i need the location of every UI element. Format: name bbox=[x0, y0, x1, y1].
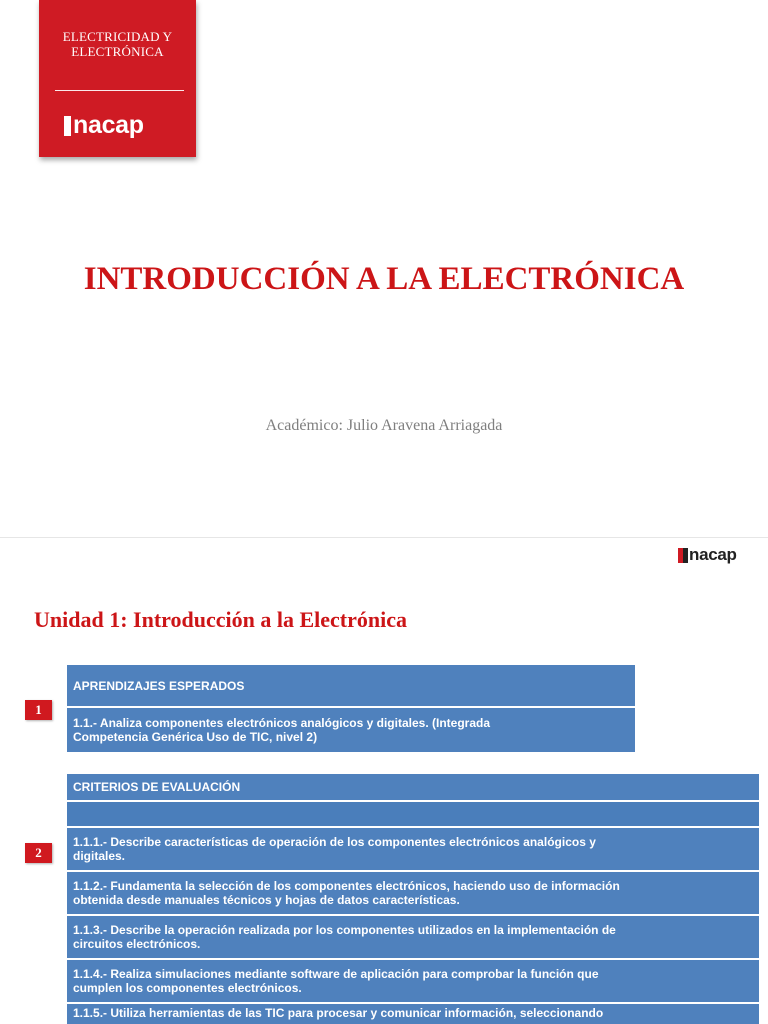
criterio-row bbox=[67, 916, 759, 958]
aprendizaje-row bbox=[67, 708, 635, 752]
inacap-logo-text: nacap bbox=[73, 111, 144, 139]
criterio-text-line-1: 1.1.2.- Fundamenta la selección de los componentes electrónicos, haciendo uso de información bbox=[73, 879, 620, 893]
criterio-row bbox=[67, 872, 759, 914]
criterios-header-text: CRITERIOS DE EVALUACIÓN bbox=[73, 780, 241, 794]
criterio-text-line-2: circuitos electrónicos. bbox=[73, 937, 201, 951]
aprendizaje-text-line-1: 1.1.- Analiza componentes electrónicos analógicos y digitales. (Integrada bbox=[73, 716, 490, 730]
criterios-header bbox=[67, 774, 759, 800]
criterio-text-line-1: 1.1.4.- Realiza simulaciones mediante software de aplicación para comprobar la función que bbox=[73, 967, 599, 981]
criterio-text-line-1: 1.1.5.- Utiliza herramientas de las TIC para procesar y comunicar información, seleccionando bbox=[73, 1006, 604, 1020]
inacap-logo-white bbox=[64, 111, 144, 139]
number-badge-2: 2 bbox=[25, 843, 52, 863]
number-badge-1: 1 bbox=[25, 700, 52, 720]
criterio-text-line-1: 1.1.1.- Describe características de operación de los componentes electrónicos analógicos y bbox=[73, 835, 596, 849]
inacap-logo-text: nacap bbox=[689, 545, 737, 564]
inacap-logo-mark-icon bbox=[678, 548, 688, 563]
inacap-logo-mark-icon bbox=[64, 116, 71, 136]
aprendizaje-text-line-2: Competencia Genérica Uso de TIC, nivel 2) bbox=[73, 730, 318, 744]
department-label bbox=[39, 29, 196, 59]
tab-divider bbox=[55, 90, 184, 91]
inacap-logo-dark bbox=[678, 545, 737, 565]
criterio-text-line-2: cumplen los componentes electrónicos. bbox=[73, 981, 302, 995]
department-line-1: ELECTRICIDAD Y bbox=[62, 29, 173, 44]
criterio-row bbox=[67, 960, 759, 1002]
department-line-2: ELECTRÓNICA bbox=[71, 44, 164, 59]
criterio-text-line-2: obtenida desde manuales técnicos y hojas de datos características. bbox=[73, 893, 460, 907]
criterio-row bbox=[67, 1004, 759, 1024]
criterio-row bbox=[67, 828, 759, 870]
criterio-text-line-2: digitales. bbox=[73, 849, 126, 863]
academic-name: Académico: Julio Aravena Arriagada bbox=[265, 417, 503, 434]
slide-divider bbox=[0, 537, 768, 538]
criterios-blank-row bbox=[67, 802, 759, 826]
presentation-title: INTRODUCCIÓN A LA ELECTRÓNICA bbox=[83, 261, 685, 297]
aprendizajes-header bbox=[67, 665, 635, 706]
aprendizajes-header-text: APRENDIZAJES ESPERADOS bbox=[73, 678, 245, 693]
unit-title: Unidad 1: Introducción a la Electrónica bbox=[34, 607, 408, 632]
criterio-text-line-1: 1.1.3.- Describe la operación realizada por los componentes utilizados en la implementación de bbox=[73, 923, 616, 937]
